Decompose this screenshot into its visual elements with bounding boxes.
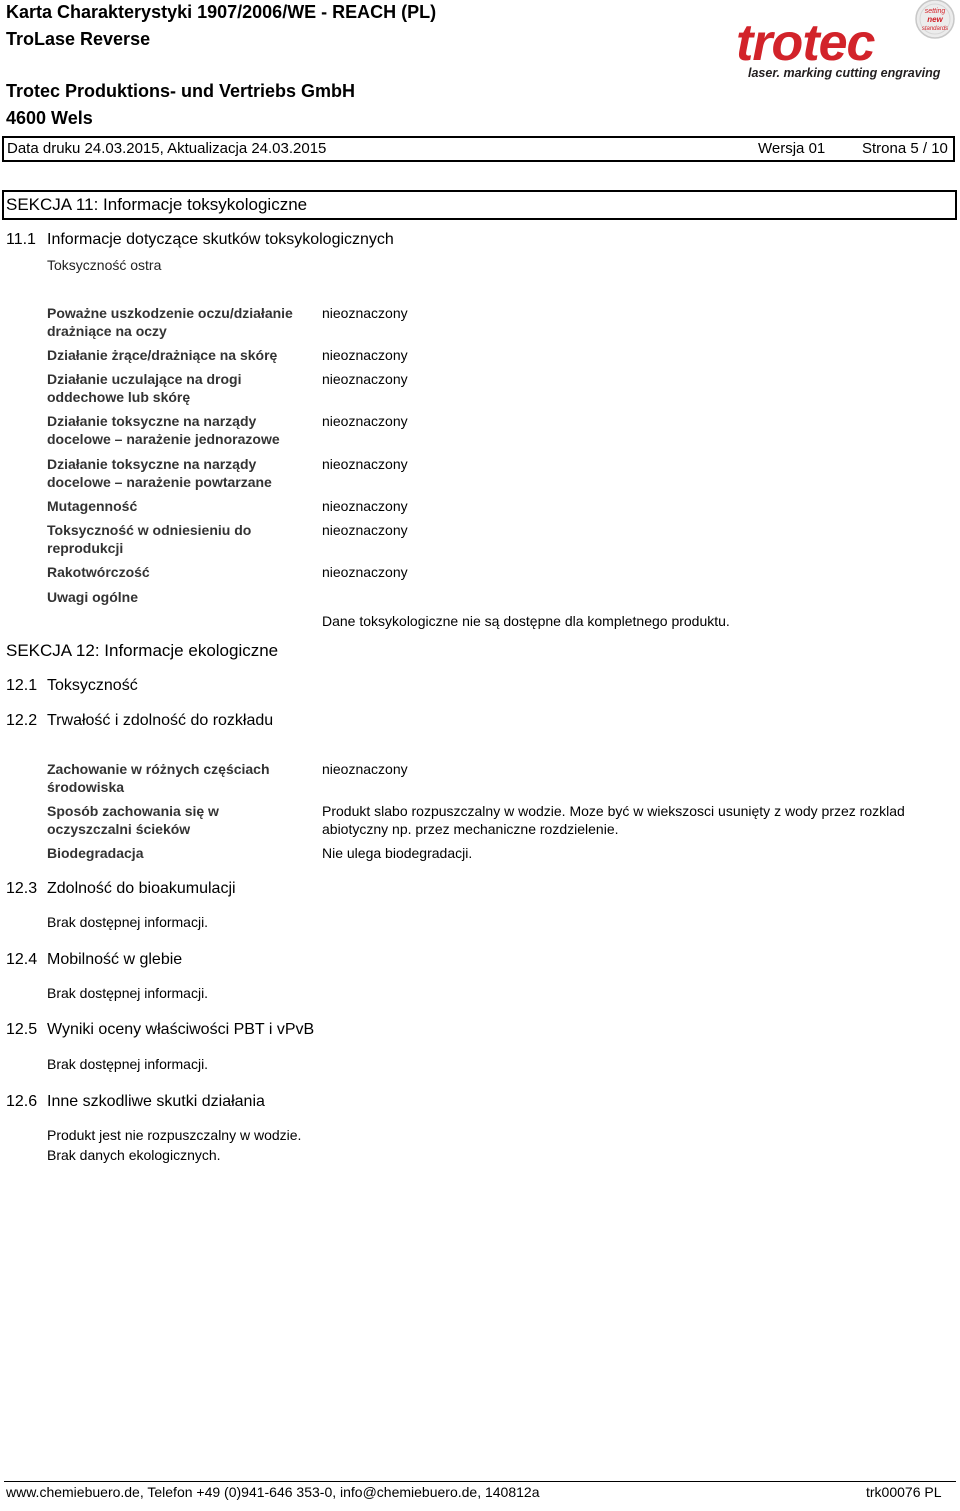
subsection-12-4-number: 12.4	[6, 951, 38, 968]
eco-row-value-environment: nieoznaczony	[322, 761, 408, 777]
badge-line3: standards	[921, 26, 949, 32]
eco-row-label-sewage: Sposób zachowania się w oczyszczalni ścieków	[47, 803, 219, 837]
tox-row-label-stot-repeated: Działanie toksyczne na narządy docelowe – narażenie powtarzane	[47, 456, 272, 490]
subsection-12-3-number: 12.3	[6, 880, 38, 897]
eco-row-value-sewage-line1: Produkt slabo rozpuszczalny w wodzie. Moze być w wiekszosci usunięty z wody przez rozklad	[322, 803, 905, 819]
tox-row-value-eye: nieoznaczony	[322, 305, 408, 321]
page-number: Strona 5 / 10	[862, 140, 948, 157]
company-name: Trotec Produktions- und Vertriebs GmbH	[6, 81, 356, 101]
badge-icon	[916, 0, 954, 38]
tox-row-value-general-remarks: Dane toksykologiczne nie są dostępne dla kompletnego produktu.	[322, 613, 730, 629]
eco-row-label-environment: Zachowanie w różnych częściach środowiska	[47, 761, 270, 795]
subsection-11-1-title: Informacje dotyczące skutków toksykologicznych	[47, 231, 394, 248]
badge-line2: new	[927, 15, 943, 24]
acute-toxicity-label: Toksyczność ostra	[47, 257, 162, 273]
footer-code: trk00076 PL	[866, 1484, 942, 1500]
subsection-12-6-title: Inne szkodliwe skutki działania	[47, 1093, 265, 1110]
version-label: Wersja 01	[758, 140, 826, 157]
tox-row-label-sensitisation: Działanie uczulające na drogi oddechowe lub skórę	[47, 371, 242, 405]
subsection-11-1-number: 11.1	[6, 231, 36, 248]
product-name: TroLase Reverse	[6, 29, 151, 49]
tox-row-value-stot-repeated: nieoznaczony	[322, 456, 408, 472]
section-12-title: SEKCJA 12: Informacje ekologiczne	[6, 641, 279, 660]
subsection-12-2-title: Trwałość i zdolność do rozkładu	[47, 712, 274, 729]
tox-row-value-sensitisation: nieoznaczony	[322, 371, 408, 387]
subsection-12-5-title: Wyniki oceny właściwości PBT i vPvB	[47, 1021, 315, 1038]
tox-row-label-general-remarks: Uwagi ogólne	[47, 589, 138, 605]
subsection-12-3-title: Zdolność do bioakumulacji	[47, 880, 236, 897]
tox-row-value-reproduction: nieoznaczony	[322, 522, 408, 538]
subsection-12-2-number: 12.2	[6, 712, 38, 729]
tox-row-label-stot-single: Działanie toksyczne na narządy docelowe – narażenie jednorazowe	[47, 413, 280, 447]
brand-wordmark: trotec	[736, 14, 875, 72]
tox-row-label-reproduction: Toksyczność w odniesieniu do reprodukcji	[47, 522, 252, 556]
document-title: Karta Charakterystyki 1907/2006/WE - REACH (PL)	[6, 2, 437, 22]
subsection-12-1-number: 12.1	[6, 677, 38, 694]
subsection-12-4-title: Mobilność w glebie	[47, 951, 183, 968]
tox-row-value-stot-single: nieoznaczony	[322, 413, 408, 429]
subsection-12-6-text-line1: Produkt jest nie rozpuszczalny w wodzie.	[47, 1127, 302, 1143]
subsection-12-5-number: 12.5	[6, 1021, 38, 1038]
tox-row-value-mutagenicity: nieoznaczony	[322, 498, 408, 514]
badge-line1: setting	[924, 8, 946, 15]
tox-row-label-skin: Działanie żrące/drażniące na skórę	[47, 347, 278, 363]
subsection-12-6-number: 12.6	[6, 1093, 38, 1110]
brand-tagline: laser. marking cutting engraving	[748, 66, 941, 80]
subsection-12-6-text-line2: Brak danych ekologicznych.	[47, 1147, 221, 1163]
subsection-12-3-text: Brak dostępnej informacji.	[47, 914, 209, 930]
eco-row-value-biodegradation: Nie ulega biodegradacji.	[322, 845, 473, 861]
subsection-12-1-title: Toksyczność	[47, 677, 138, 694]
trotec-logo	[734, 0, 958, 82]
section-11-title: SEKCJA 11: Informacje toksykologiczne	[6, 195, 308, 214]
company-city: 4600 Wels	[6, 108, 93, 128]
eco-row-label-biodegradation: Biodegradacja	[47, 845, 144, 861]
tox-row-label-mutagenicity: Mutagenność	[47, 498, 138, 514]
tox-row-label-eye: Poważne uszkodzenie oczu/działanie drażniące na oczy	[47, 305, 293, 339]
print-date: Data druku 24.03.2015, Aktualizacja 24.03.2015	[7, 140, 327, 157]
footer-contact: www.chemiebuero.de, Telefon +49 (0)941-646 353-0, info@chemiebuero.de, 140812a	[6, 1484, 540, 1500]
footer-divider	[4, 1481, 956, 1482]
tox-row-value-skin: nieoznaczony	[322, 347, 408, 363]
subsection-12-4-text: Brak dostępnej informacji.	[47, 985, 209, 1001]
eco-row-value-sewage-line2: abiotyczny np. przez mechaniczne rozdzielenie.	[322, 821, 619, 837]
subsection-12-5-text: Brak dostępnej informacji.	[47, 1056, 209, 1072]
tox-row-value-carcinogenicity: nieoznaczony	[322, 564, 408, 580]
tox-row-label-carcinogenicity: Rakotwórczość	[47, 564, 150, 580]
